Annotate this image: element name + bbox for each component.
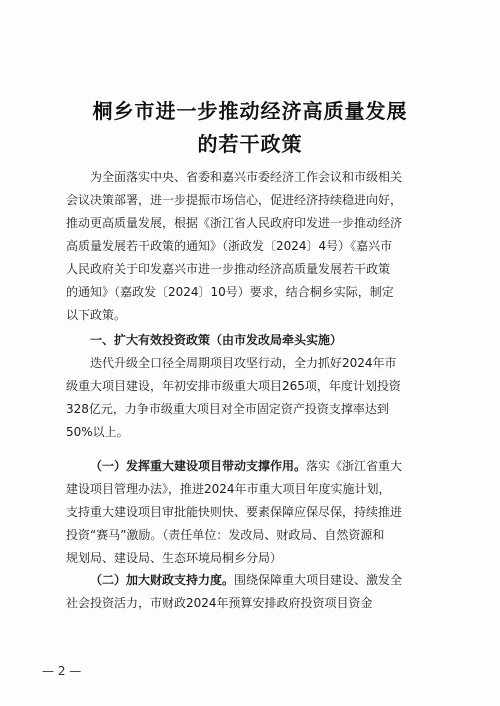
item-2-first-line: [66, 569, 438, 592]
section-1-line: 50%以上。: [66, 425, 129, 439]
section-1-line: 迭代升级全口径全周期项目攻坚行动，全力抓好2024年市: [90, 356, 397, 370]
section-1-line: 328亿元，力争市级重大项目对全市固定资产投资支撑率达到: [66, 402, 389, 416]
intro-line: 高质量发展若干政策的通知》（浙政发〔2024〕4号）《嘉兴市: [66, 239, 393, 253]
item-1-line: 规划局、建设局、生态环境局桐乡分局）: [66, 551, 283, 565]
item-2-line: 社会投资活力，市财政2024年预算安排政府投资项目资金: [66, 596, 373, 610]
intro-line: 为全面落实中央、省委和嘉兴市委经济工作会议和市级相关: [90, 170, 403, 184]
item-1-lead: （一）发挥重大建设项目带动支撑作用。: [90, 459, 307, 473]
document-title-line-1: 桐乡市进一步推动经济高质量发展: [92, 99, 408, 123]
intro-line: 推动更高质量发展，根据《浙江省人民政府印发进一步推动经济: [66, 216, 403, 230]
intro-line: 人民政府关于印发嘉兴市进一步推动经济高质量发展若干政策: [66, 262, 391, 276]
section-1-heading: [66, 329, 438, 352]
item-1-line: 投资“赛马”激励。（责任单位：发改局、财政局、自然资源和: [66, 528, 385, 542]
intro-line: 的通知》（嘉政发〔2024〕10号）要求，结合桐乡实际，制定: [66, 285, 394, 299]
intro-paragraph: [66, 166, 438, 327]
item-2-lead: （二）加大财政支持力度。: [90, 573, 235, 587]
item-1-first-rest: 落实《浙江省重大: [306, 459, 403, 473]
section-1-paragraph: [66, 352, 438, 444]
section-1-line: 级重大项目建设，年初安排市级重大项目265项，年度计划投资: [66, 379, 401, 393]
item-1-line: 支持重大建设项目审批能快则快、要素保障应保尽保，持续推进: [66, 505, 403, 519]
page-number: — 2 —: [42, 664, 82, 678]
item-1-paragraph: [66, 455, 438, 570]
item-2-first-rest: 围绕保障重大项目建设、激发全: [234, 573, 403, 587]
section-heading-text: 一、扩大有效投资政策（由市发改局牵头实施）: [90, 333, 343, 347]
item-2-paragraph: [66, 569, 438, 615]
intro-line: 以下政策。: [66, 308, 127, 322]
item-1-first-line: [66, 455, 438, 478]
document-title-line-2: 的若干政策: [197, 132, 303, 156]
intro-line: 会议决策部署，进一步提振市场信心，促进经济持续稳进向好，: [66, 193, 403, 207]
item-1-line: 建设项目管理办法》，推进2024年市重大项目年度实施计划，: [66, 482, 391, 496]
